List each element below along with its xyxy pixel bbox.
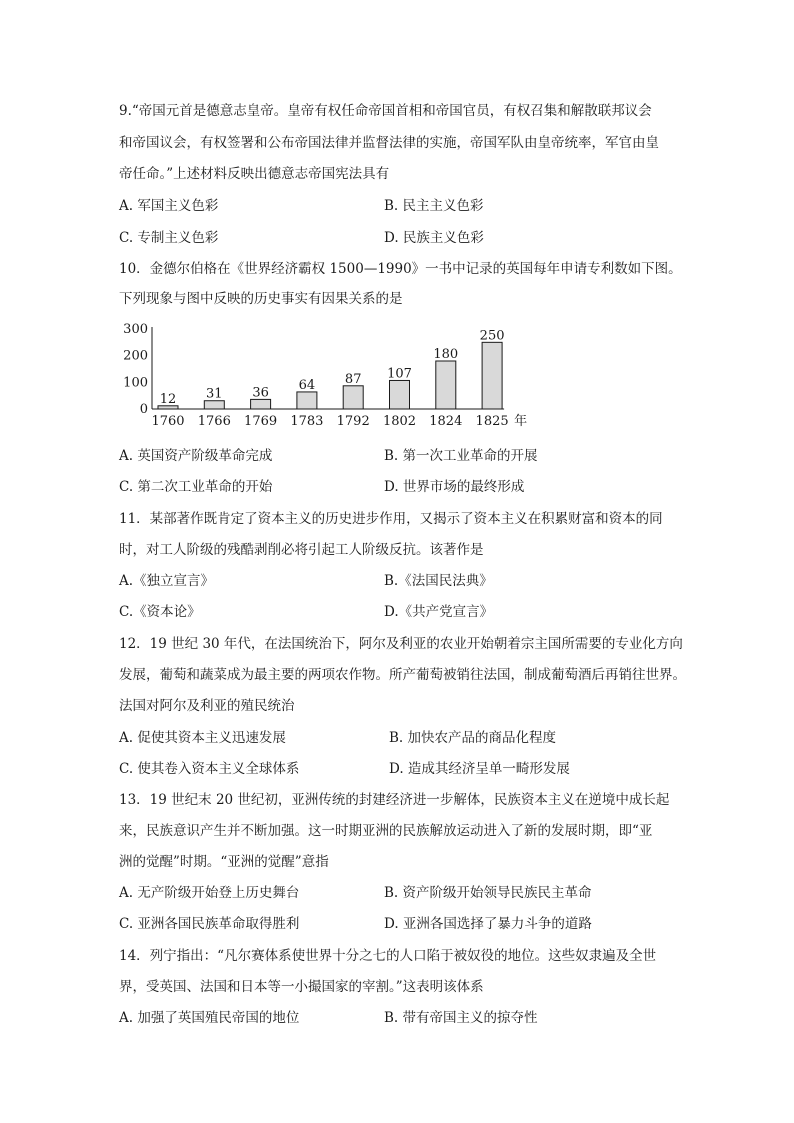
- bar: [436, 361, 456, 409]
- x-tick-label: 1825: [475, 414, 509, 429]
- x-tick-label: 1792: [336, 414, 370, 429]
- question-10-line-2: 下列现象与图中反映的历史事实有因果关系的是: [119, 291, 403, 307]
- x-tick-label: 1802: [382, 414, 417, 429]
- bar: [297, 392, 317, 409]
- x-unit-label: 年: [514, 414, 528, 429]
- y-tick-label: 100: [123, 375, 148, 391]
- data-label: 31: [206, 386, 223, 402]
- question-9-option-c: C. 专制主义色彩: [119, 230, 219, 246]
- question-9-line-1: 9.“帝国元首是德意志皇帝。皇帝有权任命帝国首相和帝国官员，有权召集和解散联邦议会: [119, 103, 652, 119]
- question-11-line-1: 11．某部著作既肯定了资本主义的历史进步作用，又揭示了资本主义在积累财富和资本的同: [119, 511, 663, 527]
- question-10-line-1: 10．金德尔伯格在《世界经济霸权 1500—1990》一书中记录的英国每年申请专利数如下图。: [119, 261, 682, 277]
- x-tick-label: 1760: [151, 414, 185, 429]
- y-tick-label: 0: [139, 402, 148, 417]
- question-12-option-c: C. 使其卷入资本主义全球体系: [119, 761, 300, 777]
- y-tick-label: 300: [123, 322, 148, 337]
- question-9-option-b: B. 民主主义色彩: [384, 198, 484, 214]
- x-tick-label: 1769: [244, 414, 278, 429]
- question-11-option-d: D.《共产党宣言》: [384, 604, 494, 620]
- question-14-option-b: B. 带有帝国主义的掠夺性: [384, 1010, 538, 1026]
- question-9-option-d: D. 民族主义色彩: [384, 230, 484, 246]
- bar: [343, 386, 363, 409]
- data-label: 64: [298, 377, 316, 393]
- question-13-option-b: B. 资产阶级开始领导民族民主革命: [384, 885, 592, 901]
- bar: [251, 399, 271, 409]
- data-label: 12: [159, 391, 177, 407]
- question-12-line-3: 法国对阿尔及利亚的殖民统治: [119, 698, 295, 714]
- y-tick-label: 200: [123, 348, 148, 364]
- question-13-option-a: A. 无产阶级开始登上历史舞台: [119, 885, 300, 901]
- question-14-line-1: 14．列宁指出：“凡尔赛体系使世界十分之七的人口陷于被奴役的地位。这些奴隶遍及全世: [119, 948, 657, 964]
- bar: [204, 401, 224, 409]
- question-11-option-a: A.《独立宣言》: [119, 573, 215, 589]
- question-10-option-a: A. 英国资产阶级革命完成: [119, 448, 273, 464]
- bar: [390, 380, 410, 409]
- question-11-option-b: B.《法国民法典》: [384, 573, 493, 589]
- data-label: 180: [433, 347, 459, 362]
- question-14-line-2: 界，受英国、法国和日本等一小撮国家的宰割。”这表明该体系: [119, 979, 484, 995]
- question-13-option-d: D. 亚洲各国选择了暴力斗争的道路: [384, 916, 592, 932]
- question-9-line-2: 和帝国议会，有权签署和公布帝国法律并监督法律的实施，帝国军队由皇帝统率，军官由皇: [119, 135, 659, 151]
- question-13-line-3: 洲的觉醒”时期。“亚洲的觉醒”意指: [119, 854, 329, 870]
- question-9-line-3: 帝任命。”上述材料反映出德意志帝国宪法具有: [119, 166, 390, 182]
- x-tick-label: 1766: [197, 414, 231, 429]
- x-tick-label: 1783: [290, 414, 324, 429]
- question-13-line-1: 13．19 世纪末 20 世纪初，亚洲传统的封建经济进一步解体，民族资本主义在逆境中成长起: [119, 792, 670, 808]
- question-10-option-b: B. 第一次工业革命的开展: [384, 448, 538, 464]
- patent-bar-chart: [116, 318, 536, 436]
- question-12-line-2: 发展，葡萄和蔬菜成为最主要的两项农作物。所产葡萄被销往法国，制成葡萄酒后再销往世界。: [119, 667, 686, 683]
- question-12-option-b: B. 加快农产品的商品化程度: [389, 730, 557, 746]
- question-10-option-d: D. 世界市场的最终形成: [384, 479, 525, 495]
- question-12-option-d: D. 造成其经济呈单一畸形发展: [389, 761, 570, 777]
- data-label: 87: [344, 371, 362, 387]
- question-11-line-2: 时，对工人阶级的残酷剥削必将引起工人阶级反抗。该著作是: [119, 542, 484, 558]
- data-label: 250: [479, 328, 505, 344]
- data-label: 36: [252, 385, 269, 401]
- question-12-option-a: A. 促使其资本主义迅速发展: [119, 730, 286, 746]
- question-10-option-c: C. 第二次工业革命的开始: [119, 479, 273, 495]
- x-tick-label: 1824: [429, 414, 463, 429]
- data-label: 107: [387, 366, 412, 382]
- question-14-option-a: A. 加强了英国殖民帝国的地位: [119, 1010, 300, 1026]
- bar: [482, 342, 502, 409]
- question-13-line-2: 来，民族意识产生并不断加强。这一时期亚洲的民族解放运动进入了新的发展时期，即“亚: [119, 823, 653, 839]
- question-11-option-c: C.《资本论》: [119, 604, 201, 620]
- question-13-option-c: C. 亚洲各国民族革命取得胜利: [119, 916, 300, 932]
- question-12-line-1: 12．19 世纪 30 年代，在法国统治下，阿尔及利亚的农业开始朝着宗主国所需要的专业化方向: [119, 636, 683, 652]
- question-9-option-a: A. 军国主义色彩: [119, 198, 219, 214]
